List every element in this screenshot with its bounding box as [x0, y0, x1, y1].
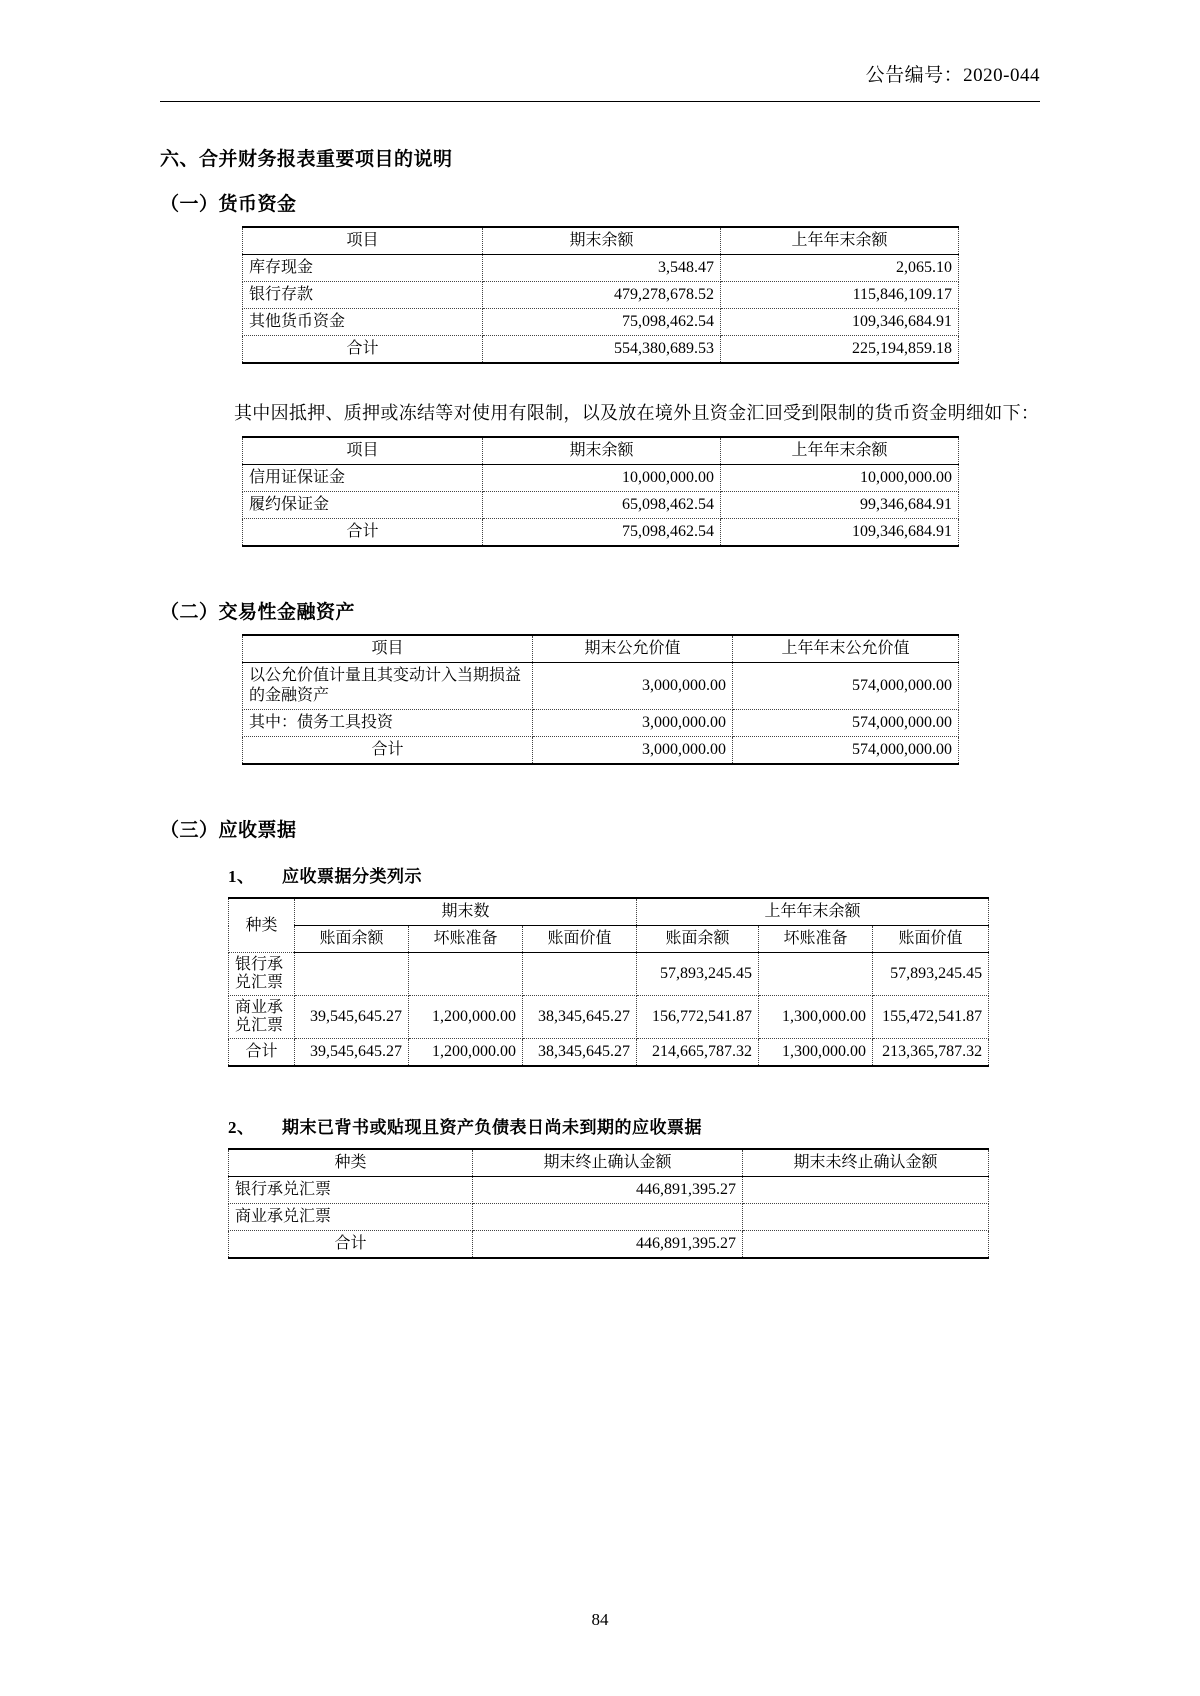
cell: 商业承兑汇票 — [229, 996, 295, 1039]
cell: 商业承兑汇票 — [229, 1204, 473, 1231]
table-row — [243, 710, 959, 737]
announcement-number: 公告编号：2020-044 — [865, 65, 1040, 86]
cell: 99,346,684.91 — [721, 492, 959, 519]
column-header: 期末数 — [295, 898, 637, 926]
cell: 银行承兑汇票 — [229, 1177, 473, 1204]
monetary-funds-table — [242, 226, 959, 364]
cell: 合计 — [243, 519, 483, 547]
cell: 1,200,000.00 — [409, 1039, 523, 1067]
subsection-heading-1: （一）货币资金 — [160, 194, 297, 215]
column-subheader: 账面价值 — [523, 926, 637, 953]
restricted-funds-table — [242, 436, 959, 547]
cell: 156,772,541.87 — [637, 996, 759, 1039]
table-total-row — [229, 1039, 989, 1067]
notes-receivable-classification-table — [228, 897, 989, 1067]
cell: 以公允价值计量且其变动计入当期损益的金融资产 — [243, 663, 533, 710]
cell: 39,545,645.27 — [295, 1039, 409, 1067]
column-header: 上年年末余额 — [721, 437, 959, 465]
table-total-row — [229, 1231, 989, 1259]
cell: 3,000,000.00 — [533, 663, 733, 710]
trading-financial-assets-table — [242, 634, 959, 765]
column-header: 期末未终止确认金额 — [743, 1149, 989, 1177]
cell: 银行承兑汇票 — [229, 953, 295, 996]
cell: 75,098,462.54 — [483, 309, 721, 336]
cell: 225,194,859.18 — [721, 336, 959, 364]
cell — [743, 1204, 989, 1231]
cell: 3,548.47 — [483, 255, 721, 282]
cell: 446,891,395.27 — [473, 1231, 743, 1259]
cell: 1,300,000.00 — [759, 1039, 873, 1067]
cell: 3,000,000.00 — [533, 737, 733, 765]
table-row — [229, 1177, 989, 1204]
table-row — [243, 465, 959, 492]
item-title: 应收票据分类列示 — [282, 867, 422, 886]
cell: 合计 — [229, 1039, 295, 1067]
page-content — [160, 0, 1040, 1259]
cell: 38,345,645.27 — [523, 1039, 637, 1067]
cell: 38,345,645.27 — [523, 996, 637, 1039]
cell: 574,000,000.00 — [733, 737, 959, 765]
cell: 2,065.10 — [721, 255, 959, 282]
cell: 履约保证金 — [243, 492, 483, 519]
table-row — [243, 255, 959, 282]
cell — [743, 1177, 989, 1204]
column-subheader: 坏账准备 — [409, 926, 523, 953]
table-header-row — [243, 635, 959, 663]
table-total-row — [243, 519, 959, 547]
column-header: 上年年末余额 — [637, 898, 989, 926]
column-header: 项目 — [243, 227, 483, 255]
restricted-funds-paragraph: 其中因抵押、质押或冻结等对使用有限制，以及放在境外且资金汇回受到限制的货币资金明细如下： — [234, 403, 1040, 423]
cell — [523, 953, 637, 996]
cell: 446,891,395.27 — [473, 1177, 743, 1204]
column-subheader: 坏账准备 — [759, 926, 873, 953]
cell: 银行存款 — [243, 282, 483, 309]
cell: 合计 — [243, 737, 533, 765]
column-header: 项目 — [243, 437, 483, 465]
cell: 信用证保证金 — [243, 465, 483, 492]
cell: 574,000,000.00 — [733, 710, 959, 737]
cell: 1,300,000.00 — [759, 996, 873, 1039]
endorsed-discounted-notes-table — [228, 1148, 989, 1259]
cell — [409, 953, 523, 996]
cell: 其中：债务工具投资 — [243, 710, 533, 737]
cell — [295, 953, 409, 996]
table-row — [229, 953, 989, 996]
column-header: 种类 — [229, 1149, 473, 1177]
cell: 213,365,787.32 — [873, 1039, 989, 1067]
cell: 其他货币资金 — [243, 309, 483, 336]
cell: 57,893,245.45 — [873, 953, 989, 996]
column-header: 上年年末公允价值 — [733, 635, 959, 663]
cell: 57,893,245.45 — [637, 953, 759, 996]
cell: 10,000,000.00 — [721, 465, 959, 492]
column-header: 项目 — [243, 635, 533, 663]
cell: 75,098,462.54 — [483, 519, 721, 547]
cell: 574,000,000.00 — [733, 663, 959, 710]
table-header-row — [243, 437, 959, 465]
table-subheader-row — [229, 926, 989, 953]
column-header: 期末余额 — [483, 437, 721, 465]
cell: 1,200,000.00 — [409, 996, 523, 1039]
subsection-heading-3: （三）应收票据 — [160, 820, 297, 841]
table-group-header-row — [229, 898, 989, 926]
header-divider — [160, 101, 1040, 102]
cell: 554,380,689.53 — [483, 336, 721, 364]
column-subheader: 账面余额 — [295, 926, 409, 953]
column-subheader: 账面余额 — [637, 926, 759, 953]
section-heading: 六、合并财务报表重要项目的说明 — [160, 149, 453, 170]
cell — [759, 953, 873, 996]
cell — [473, 1204, 743, 1231]
item-heading-2 — [228, 1113, 1040, 1138]
cell: 155,472,541.87 — [873, 996, 989, 1039]
cell: 库存现金 — [243, 255, 483, 282]
column-header: 期末余额 — [483, 227, 721, 255]
column-header: 期末公允价值 — [533, 635, 733, 663]
cell: 10,000,000.00 — [483, 465, 721, 492]
table-header-row — [243, 227, 959, 255]
cell — [743, 1231, 989, 1259]
cell: 合计 — [243, 336, 483, 364]
column-header: 期末终止确认金额 — [473, 1149, 743, 1177]
column-header: 种类 — [229, 898, 295, 953]
item-heading-1 — [228, 862, 1040, 887]
cell: 479,278,678.52 — [483, 282, 721, 309]
item-number: 2、 — [228, 1118, 255, 1137]
cell: 115,846,109.17 — [721, 282, 959, 309]
cell: 3,000,000.00 — [533, 710, 733, 737]
item-title: 期末已背书或贴现且资产负债表日尚未到期的应收票据 — [282, 1118, 702, 1137]
subsection-heading-2: （二）交易性金融资产 — [160, 602, 356, 623]
column-subheader: 账面价值 — [873, 926, 989, 953]
cell: 65,098,462.54 — [483, 492, 721, 519]
cell: 109,346,684.91 — [721, 519, 959, 547]
column-header: 上年年末余额 — [721, 227, 959, 255]
cell: 109,346,684.91 — [721, 309, 959, 336]
page-number: 84 — [591, 1610, 609, 1629]
table-row — [243, 492, 959, 519]
cell: 214,665,787.32 — [637, 1039, 759, 1067]
cell: 合计 — [229, 1231, 473, 1259]
table-row — [243, 282, 959, 309]
table-total-row — [243, 336, 959, 364]
table-row — [243, 663, 959, 710]
item-number: 1、 — [228, 867, 255, 886]
cell: 39,545,645.27 — [295, 996, 409, 1039]
table-row — [229, 996, 989, 1039]
table-row — [229, 1204, 989, 1231]
table-header-row — [229, 1149, 989, 1177]
table-row — [243, 309, 959, 336]
table-total-row — [243, 737, 959, 765]
